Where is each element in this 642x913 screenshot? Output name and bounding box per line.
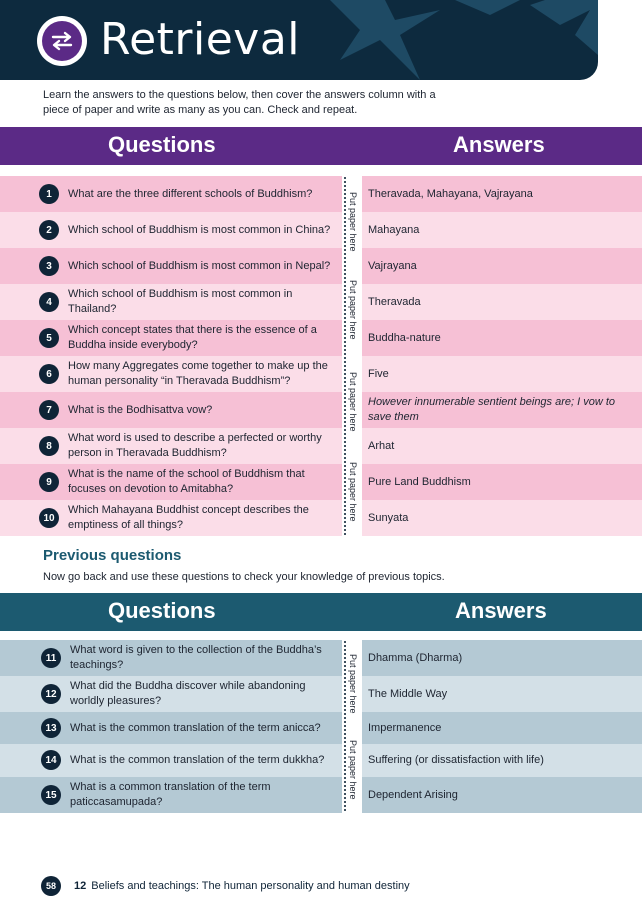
question-number: 5 [39, 328, 59, 348]
paper-label: Put paper here [348, 280, 358, 340]
question-number: 2 [39, 220, 59, 240]
question-row [0, 320, 642, 356]
header-banner [0, 0, 598, 80]
question-text: How many Aggregates come together to make up the human personality “in Theravada Buddhism”? [68, 360, 328, 387]
dotted-divider [344, 176, 346, 536]
question-row [0, 712, 642, 744]
previous-questions-title: Previous questions [43, 547, 182, 564]
answer-text: Pure Land Buddhism [368, 475, 471, 488]
page-number: 58 [41, 876, 61, 896]
main-question-list [0, 176, 642, 536]
swap-arrows-icon [42, 21, 82, 61]
chapter-title: Beliefs and teachings: The human personality and human destiny [91, 880, 410, 892]
question-number: 10 [39, 508, 59, 528]
question-text: What did the Buddha discover while abandoning worldly pleasures? [70, 680, 306, 707]
question-text: What is the Bodhisattva vow? [68, 403, 213, 416]
question-text: Which concept states that there is the essence of a Buddha inside everybody? [68, 324, 317, 351]
question-text: What is the common translation of the term dukkha? [70, 754, 325, 766]
question-number: 13 [41, 718, 61, 738]
paper-label: Put paper here [348, 192, 358, 252]
paper-strip [342, 176, 362, 536]
paper-label: Put paper here [348, 372, 358, 432]
answer-text: However innumerable sentient beings are; I vow to save them [368, 396, 616, 423]
page-title: Retrieval [100, 14, 301, 65]
question-text: Which school of Buddhism is most common in Nepal? [68, 259, 331, 272]
question-row [0, 428, 642, 464]
question-text: Which school of Buddhism is most common in China? [68, 223, 331, 236]
question-number: 6 [39, 364, 59, 384]
answer-text: Five [368, 367, 389, 380]
previous-question-list [0, 640, 642, 813]
question-number: 14 [41, 750, 61, 770]
question-row [0, 212, 642, 248]
answer-text: Vajrayana [368, 259, 417, 272]
answer-text: Theravada [368, 295, 421, 308]
previous-questions-text: Now go back and use these questions to check your knowledge of previous topics. [43, 571, 445, 583]
question-number: 8 [39, 436, 59, 456]
question-row [0, 248, 642, 284]
question-row [0, 777, 642, 813]
question-row [0, 676, 642, 712]
question-row [0, 284, 642, 320]
question-number: 3 [39, 256, 59, 276]
answer-text: Dhamma (Dharma) [368, 651, 463, 664]
question-number: 11 [41, 648, 61, 668]
question-row [0, 356, 642, 392]
question-row [0, 640, 642, 676]
answers-heading: Answers [455, 598, 547, 623]
paper-label: Put paper here [348, 462, 358, 522]
logo [37, 16, 87, 66]
answer-text: Suffering (or dissatisfaction with life) [368, 754, 544, 766]
question-text: What is the name of the school of Buddhism that focuses on devotion to Amitabha? [68, 468, 305, 495]
intro-text: Learn the answers to the questions below, then cover the answers column with a piece of paper and write as many as you can. Check and repeat. [43, 89, 436, 116]
paper-strip [342, 640, 362, 813]
questions-answers-header [0, 127, 642, 165]
question-number: 4 [39, 292, 59, 312]
answer-text: Buddha-nature [368, 331, 441, 344]
question-row [0, 464, 642, 500]
question-text: What is the common translation of the term anicca? [70, 721, 321, 734]
dotted-divider [344, 640, 346, 813]
answer-text: Sunyata [368, 511, 409, 524]
question-text: What word is given to the collection of the Buddha’s teachings? [70, 644, 322, 671]
question-text: Which Mahayana Buddhist concept describes the emptiness of all things? [68, 504, 309, 531]
question-text: Which school of Buddhism is most common in Thailand? [68, 288, 293, 315]
paper-label: Put paper here [348, 654, 358, 714]
previous-questions-answers-header [0, 593, 642, 631]
question-row [0, 392, 642, 428]
paper-label: Put paper here [348, 740, 358, 800]
question-number: 12 [41, 684, 61, 704]
question-row [0, 744, 642, 777]
questions-heading: Questions [108, 598, 216, 623]
question-number: 1 [39, 184, 59, 204]
answer-text: Impermanence [368, 721, 442, 734]
answers-heading: Answers [453, 132, 545, 157]
answer-text: Theravada, Mahayana, Vajrayana [368, 187, 533, 200]
page-footer [41, 876, 410, 896]
answer-text: The Middle Way [368, 687, 448, 700]
questions-heading: Questions [108, 132, 216, 157]
answer-text: Dependent Arising [368, 788, 458, 801]
question-row [0, 500, 642, 536]
chapter-number: 12 [74, 880, 87, 892]
answer-text: Arhat [368, 439, 395, 452]
question-text: What are the three different schools of Buddhism? [68, 187, 313, 200]
question-text: What is a common translation of the term paticcasamupada? [70, 781, 271, 808]
question-number: 9 [39, 472, 59, 492]
question-number: 7 [39, 400, 59, 420]
question-row [0, 176, 642, 212]
question-number: 15 [41, 785, 61, 805]
question-text: What word is used to describe a perfected or worthy person in Theravada Buddhism? [68, 432, 322, 459]
answer-text: Mahayana [368, 223, 420, 236]
